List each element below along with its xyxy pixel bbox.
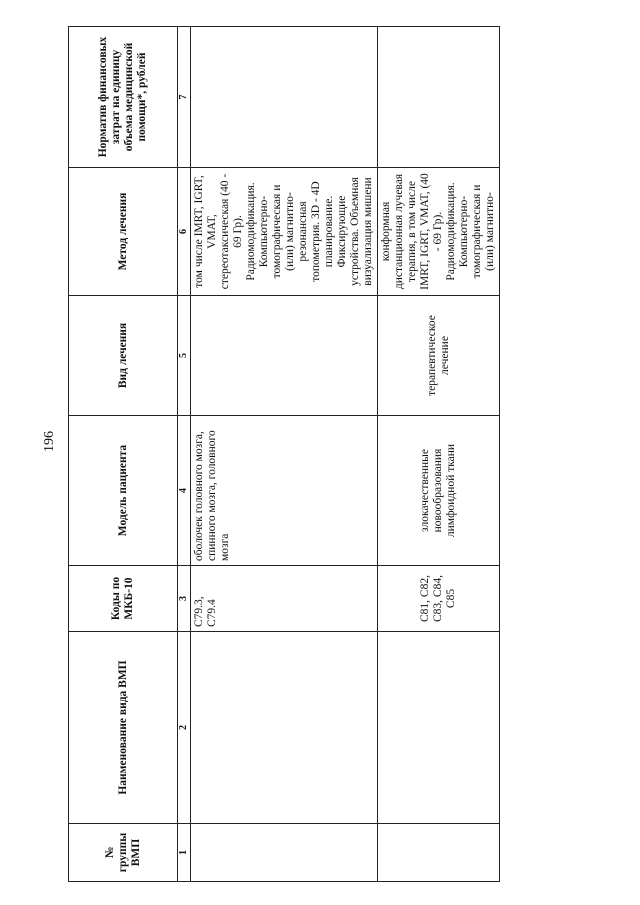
page-number: 196 bbox=[42, 431, 57, 452]
patient-model-cell: злокачественные новообразования лимфоидной ткани bbox=[378, 416, 500, 566]
group-cell bbox=[378, 824, 500, 882]
rotated-table-container bbox=[68, 27, 588, 882]
header-treatment-method: Метод лечения bbox=[69, 168, 178, 296]
name-cell bbox=[378, 632, 500, 824]
header-icd-codes: Коды по МКБ-10 bbox=[69, 566, 178, 632]
header-vmp-name: Наименование вида ВМП bbox=[69, 632, 178, 824]
column-number: 3 bbox=[178, 566, 191, 632]
codes-cell: C79.3, C79.4 bbox=[191, 566, 378, 632]
header-group-number: № группы ВМП bbox=[69, 824, 178, 882]
header-treatment-type: Вид лечения bbox=[69, 296, 178, 416]
method-cell: конформная дистанционная лучевая терапия, в том числе IMRT, IGRT, VMAT, (40 - 69 Гр). Радиомодификация. Компьютерно-томографическая и (или) магнитно- bbox=[378, 168, 500, 296]
column-number: 5 bbox=[178, 296, 191, 416]
header-cost-standard: Норматив финансовых затрат на единицу объема медицинской помощи*, рублей bbox=[69, 27, 178, 168]
cost-cell bbox=[378, 27, 500, 168]
column-number: 7 bbox=[178, 27, 191, 168]
codes-cell: C81, C82, C83, C84, C85 bbox=[378, 566, 500, 632]
treatment-type-cell: терапевтическое лечение bbox=[378, 296, 500, 416]
column-number: 6 bbox=[178, 168, 191, 296]
header-patient-model: Модель пациента bbox=[69, 416, 178, 566]
name-cell bbox=[191, 632, 378, 824]
treatment-type-cell bbox=[191, 296, 378, 416]
table-row bbox=[378, 27, 500, 882]
patient-model-cell: оболочек головного мозга, спинного мозга, головного мозга bbox=[191, 416, 378, 566]
column-number: 2 bbox=[178, 632, 191, 824]
header-row bbox=[69, 27, 178, 882]
vmp-table bbox=[68, 26, 500, 882]
cost-cell bbox=[191, 27, 378, 168]
column-number-row bbox=[178, 27, 191, 882]
table-row bbox=[191, 27, 378, 882]
method-cell: том числе IMRT, IGRT, VMAT, стереотаксическая (40 - 69 Гр). Радиомодификация. Компьютерно-томографическая и (или) магнитно-резонансная топометрия. 3D - 4D планирование. Фиксирующие устройства. Объемная визуализация мишени bbox=[191, 168, 378, 296]
group-cell bbox=[191, 824, 378, 882]
column-number: 4 bbox=[178, 416, 191, 566]
column-number: 1 bbox=[178, 824, 191, 882]
